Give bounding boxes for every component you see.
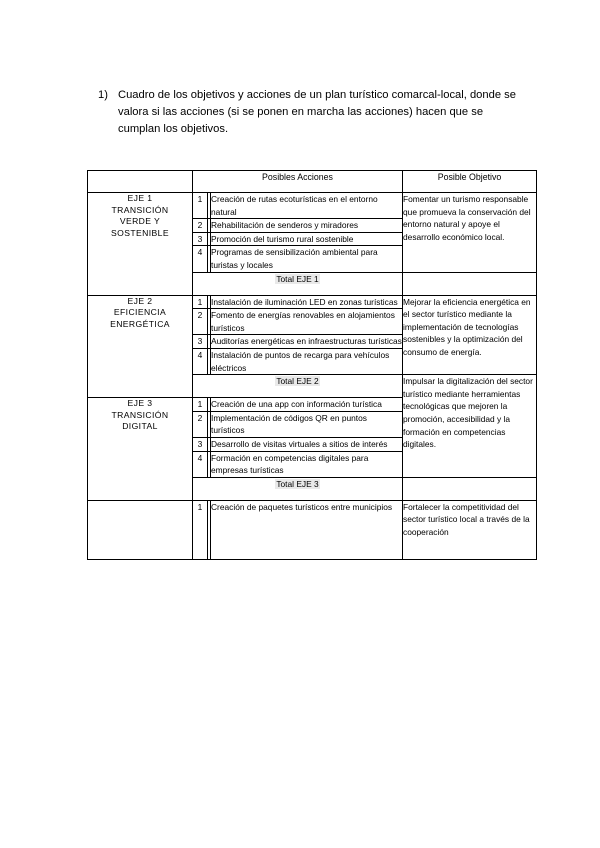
plan-table [87, 170, 537, 560]
action-text: Auditorías energéticas en infraestructuras turísticas [211, 335, 403, 349]
action-text: Promoción del turismo rural sostenible [211, 232, 403, 246]
action-text: Rehabilitación de senderos y miradores [211, 219, 403, 233]
axis-2-label: EJE 2 EFICIENCIA ENERGÉTICA [88, 295, 193, 398]
action-number: 2 [193, 309, 208, 335]
axis-1-total: Total EJE 1 [193, 272, 403, 295]
axis-3-total: Total EJE 3 [193, 477, 403, 500]
last-row-objective: Fortalecer la competitividad del sector turístico local a través de la cooperación [403, 500, 537, 559]
action-number: 4 [193, 348, 208, 374]
axis-1-label: EJE 1 TRANSICIÓN VERDE Y SOSTENIBLE [88, 193, 193, 296]
action-number: 3 [193, 232, 208, 246]
action-number: 4 [193, 451, 208, 477]
table-row [88, 295, 537, 309]
header-actions: Posibles Acciones [193, 171, 403, 193]
action-text: Creación de rutas ecoturísticas en el entorno natural [211, 193, 403, 219]
axis-1-objective: Fomentar un turismo responsable que promueva la conservación del entorno natural y apoye el desarrollo económico local. [403, 193, 537, 273]
action-text: Instalación de iluminación LED en zonas turísticas [211, 295, 403, 309]
action-number: 2 [193, 411, 208, 437]
question-paragraph [98, 87, 528, 138]
header-objective: Posible Objetivo [403, 171, 537, 193]
action-number: 1 [193, 295, 208, 309]
action-text: Programas de sensibilización ambiental para turistas y locales [211, 246, 403, 272]
table-header-row [88, 171, 537, 193]
axis-3-objective: Impulsar la digitalización del sector turístico mediante herramientas tecnológicas que mejoren la promoción, accesibilidad y la formación en competencias digitales. [403, 375, 537, 478]
action-number: 4 [193, 246, 208, 272]
action-number: 1 [193, 398, 208, 412]
axis-3-label: EJE 3 TRANSICIÓN DIGITAL [88, 398, 193, 501]
action-number: 3 [193, 437, 208, 451]
question-text: Cuadro de los objetivos y acciones de un plan turístico comarcal-local, donde se valora si las acciones (si se ponen en marcha las acciones) hacen que se cumplan los objetivos. [118, 89, 516, 135]
axis-2-total: Total EJE 2 [193, 375, 403, 398]
action-text: Instalación de puntos de recarga para vehículos eléctricos [211, 348, 403, 374]
action-text: Desarrollo de visitas virtuales a sitios de interés [211, 437, 403, 451]
header-empty-cell [88, 171, 193, 193]
empty-axis-cell [88, 500, 193, 559]
table-row [88, 193, 537, 219]
action-text: Creación de una app con información turística [211, 398, 403, 412]
axis-1-total-objective-cell [403, 272, 537, 295]
action-number: 1 [193, 193, 208, 219]
action-text: Implementación de códigos QR en puntos turísticos [211, 411, 403, 437]
axis-2-objective: Mejorar la eficiencia energética en el sector turístico mediante la implementación de tecnologías sostenibles y la optimización del consumo de energía. [403, 295, 537, 375]
action-text: Creación de paquetes turísticos entre municipios [211, 500, 403, 559]
question-number: 1) [98, 89, 108, 101]
action-number: 2 [193, 219, 208, 233]
action-number: 3 [193, 335, 208, 349]
action-text: Fomento de energías renovables en alojamientos turísticos [211, 309, 403, 335]
action-text: Formación en competencias digitales para empresas turísticas [211, 451, 403, 477]
table-row [88, 500, 537, 559]
action-number: 1 [193, 500, 208, 559]
axis-3-total-objective-cell [403, 477, 537, 500]
